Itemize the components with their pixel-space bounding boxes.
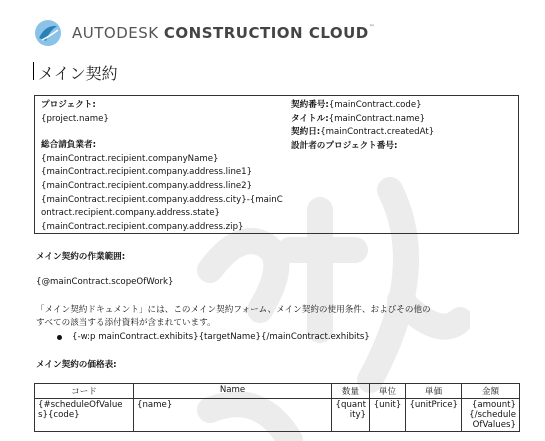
cell-name[interactable]: {name} <box>134 399 332 432</box>
column-header-unit: 単位 <box>370 384 406 399</box>
brand-name-bold: CONSTRUCTION CLOUD <box>163 24 369 42</box>
designer-project-no-label: 設計者のプロジェクト番号: <box>291 140 398 151</box>
contract-no-label: 契約番号: <box>291 100 329 110</box>
bullet-icon <box>57 335 62 340</box>
brand-header <box>34 19 375 47</box>
contract-title-value[interactable]: {mainContract.name} <box>328 113 426 124</box>
documents-text-line1: 「メイン契約ドキュメント」には、このメイン契約フォーム、メイン契約の使用条件、およびその他の <box>36 305 431 315</box>
column-header-unit-price: 単価 <box>406 384 462 399</box>
info-left-column <box>41 99 286 234</box>
contractor-company-name[interactable]: {mainContract.recipient.companyName} <box>41 153 219 164</box>
price-table <box>34 383 520 432</box>
cell-unit[interactable]: {unit} <box>370 399 406 432</box>
price-table-heading: メイン契約の価格表: <box>36 360 117 370</box>
page-title[interactable]: メイン契約 <box>38 64 118 83</box>
contract-no-value[interactable]: {mainContract.code} <box>328 100 422 110</box>
text-cursor <box>33 62 34 80</box>
cell-quantity[interactable]: {quantity} <box>332 399 370 432</box>
project-value[interactable]: {project.name} <box>41 113 109 124</box>
exhibits-template[interactable]: {-w:p mainContract.exhibits}{targetName}{/mainContract.exhibits} <box>72 332 370 342</box>
brand-name-light: AUTODESK <box>72 24 159 42</box>
cell-code[interactable]: {#scheduleOfValues}{code} <box>35 399 134 432</box>
column-header-code: コード <box>35 384 134 399</box>
contract-title-label: タイトル: <box>291 113 329 124</box>
info-right-column <box>291 99 516 153</box>
price-table-header-row <box>35 384 520 399</box>
trademark-symbol: ™ <box>368 24 376 31</box>
column-header-quantity: 数量 <box>332 384 370 399</box>
table-row <box>35 399 520 432</box>
scope-heading: メイン契約の作業範囲: <box>36 252 126 262</box>
cell-unit-price[interactable]: {unitPrice} <box>406 399 462 432</box>
project-label: プロジェクト: <box>41 100 96 110</box>
scope-value[interactable]: {@mainContract.scopeOfWork} <box>36 277 174 287</box>
contract-date-label: 契約日: <box>291 127 321 138</box>
brand-name <box>72 24 375 42</box>
cell-amount[interactable]: {amount}{/scheduleOfValues} <box>462 399 520 432</box>
exhibits-list-item <box>57 332 370 342</box>
column-header-name: Name <box>134 384 332 399</box>
documents-text-line2: すべての該当する添付資料が含まれています。 <box>36 318 216 328</box>
contractor-address-line1[interactable]: {mainContract.recipient.company.address.line1} <box>41 167 253 178</box>
autodesk-logo-icon <box>34 19 62 47</box>
contractor-address-line2[interactable]: {mainContract.recipient.company.address.line2} <box>41 180 253 191</box>
contractor-label: 総合請負業者: <box>41 140 96 151</box>
contract-info-box <box>34 95 519 234</box>
contract-date-value[interactable]: {mainContract.createdAt} <box>320 127 435 138</box>
contractor-zip[interactable]: {mainContract.recipient.company.address.zip} <box>41 221 244 232</box>
contractor-city-state[interactable]: {mainContract.recipient.company.address.city}-{mainContract.recipient.company.address.state} <box>41 194 283 219</box>
column-header-amount: 金額 <box>462 384 520 399</box>
